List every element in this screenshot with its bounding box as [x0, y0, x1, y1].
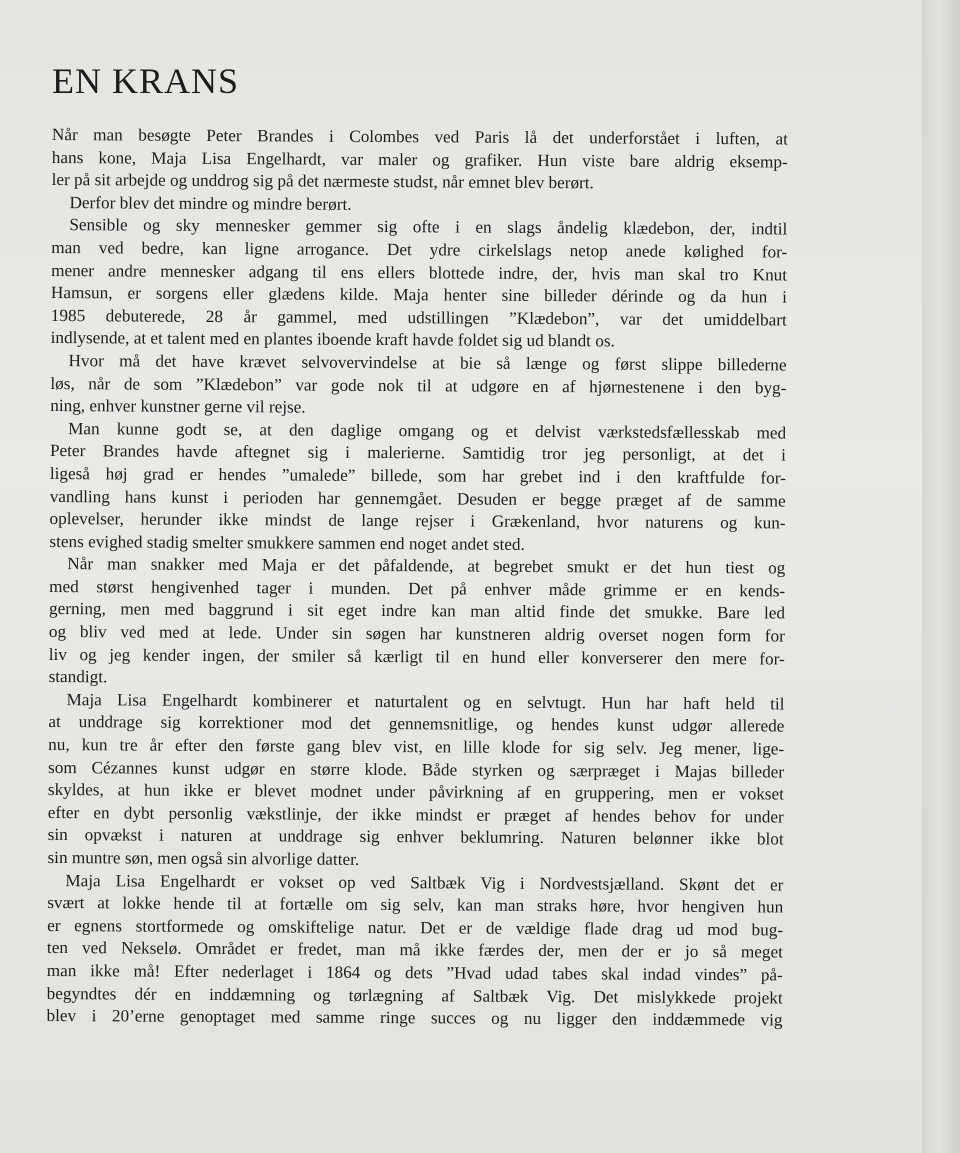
text-line: Maja Lisa Engelhardt kombinerer et naturtalent og en selvtugt. Hun har haft held til [66, 689, 785, 714]
text-line: er egnens stortformede og omskiftelige natur. Det er de vældige flade drag ud mod bug- [47, 915, 784, 940]
text-line: og bliv ved med at lede. Under sin søgen har kunstneren aldrig overset nogen form for [48, 622, 785, 646]
text-line: man ikke må! Efter nederlaget i 1864 og dets ”Hvad udad tabes skal indad vindes” på- [46, 960, 783, 985]
text-line: Når man snakker med Maja er det påfaldende, at begrebet smukt er det hun tiest og [67, 554, 786, 578]
text-line: standigt. [48, 667, 108, 687]
text-line: Peter Brandes havde aftegnet sig i malerierne. Samtidig tror jeg personligt, at det i [49, 441, 787, 465]
text-line: ten ved Nekselø. Området er fredet, man må ikke færdes der, men der er jo så meget [46, 938, 784, 962]
text-line: Derfor blev det mindre og mindre berørt. [69, 192, 352, 214]
text-line: Sensible og sky mennesker gemmer sig ofte i en slags åndelig klædebon, der, indtil [69, 215, 788, 239]
text-line: Når man besøgte Peter Brandes i Colombes ved Paris lå det underforstået i luften, at [51, 124, 788, 149]
text-line: skyldes, at hun ikke er blevet modnet under påvirkning af en gruppering, men er vokset [47, 780, 784, 804]
text-line: løs, når de som ”Klædebon” var gode nok til at udgøre en af hjørnestenene i den byg- [50, 373, 787, 398]
page-stack-edge [922, 0, 960, 1153]
text-line: blev i 20’erne genoptaget med samme ringe succes og nu ligger den inddæmmede vig [46, 1006, 783, 1030]
text-line: gerning, men med baggrund i sit eget indre kan man altid finde det smukke. Bare led [48, 599, 786, 623]
body-text [46, 124, 788, 1032]
text-line: oplevelser, herunder ikke mindst de lange rejser i Grækenland, hvor naturens og kun- [49, 509, 786, 533]
text-line: efter en dybt personlig vækstlinje, der ikke mindst er præget af hendes behov for under [47, 802, 784, 827]
text-line: hans kone, Maja Lisa Engelhardt, var maler og grafiker. Hun viste bare aldrig eksemp- [51, 147, 788, 172]
text-line: Hvor må det have krævet selvovervindelse at bie så længe og først slippe billederne [68, 351, 787, 375]
chapter-title: EN KRANS [52, 61, 240, 101]
text-line: indlysende, at et talent med en plantes iboende kraft havde foldet sig ud blandt os. [50, 328, 615, 351]
text-line: mener andre mennesker adgang til ens ellers blottede indre, der, hvis man skal tro Knut [51, 260, 788, 285]
text-line: liv og jeg kender ingen, der smiler så kærligt til en hund eller konverserer den mere for- [48, 644, 785, 669]
text-line: vandling hans kunst i perioden har gennemgået. Desuden er begge præget af de samme [49, 486, 786, 510]
text-line: sin muntre søn, men også sin alvorlige datter. [47, 847, 360, 869]
text-line: ning, enhver kunstner gerne vil rejse. [50, 396, 306, 417]
text-line: man ved bedre, kan ligne arrogance. Det ydre cirkelslags netop anede kølighed for- [51, 237, 788, 262]
text-line: 1985 debuterede, 28 år gammel, med udstillingen ”Klædebon”, var det umiddelbart [50, 305, 787, 330]
text-line: stens evighed stadig smelter smukkere sammen end noget andet sted. [49, 531, 525, 554]
text-line: nu, kun tre år efter den første gang blev vist, en lille klode for sig selv. Jeg mener, lige- [48, 735, 785, 759]
text-line: begyndtes dér en inddæmning og tørlægning af Saltbæk Vig. Det mislykkede projekt [46, 983, 783, 1008]
text-line: som Cézannes kunst udgør en større klode. Både styrken og særpræget i Majas billeder [48, 757, 785, 782]
text-line: ler på sit arbejde og unddrog sig på det nærmeste studst, når emnet blev berørt. [51, 170, 594, 193]
text-line: Maja Lisa Engelhardt er vokset op ved Saltbæk Vig i Nordvestsjælland. Skønt det er [65, 870, 784, 895]
text-line: Man kunne godt se, at den daglige omgang og et delvist værkstedsfællesskab med [68, 418, 787, 443]
text-line: med størst hengivenhed tager i munden. Det på enhver måde grimme er en kends- [49, 576, 786, 601]
text-line: at unddrage sig korrektioner mod det gennemsnitlige, og hendes kunst udgør allerede [48, 712, 785, 736]
text-line: Hamsun, er sorgens eller glædens kilde. Maja henter sine billeder dérinde og da hun i [50, 283, 788, 307]
text-line: ligeså høj grad er hendes ”umalede” billede, som har grebet ind i den kraftfulde for- [49, 463, 786, 488]
text-line: svært at lokke hende til at fortælle om sig selv, kan man straks høre, hvor hengiven hun [47, 893, 784, 917]
text-line: sin opvækst i naturen at unddrage sig enhver beklumring. Naturen belønner ikke blot [47, 825, 784, 849]
